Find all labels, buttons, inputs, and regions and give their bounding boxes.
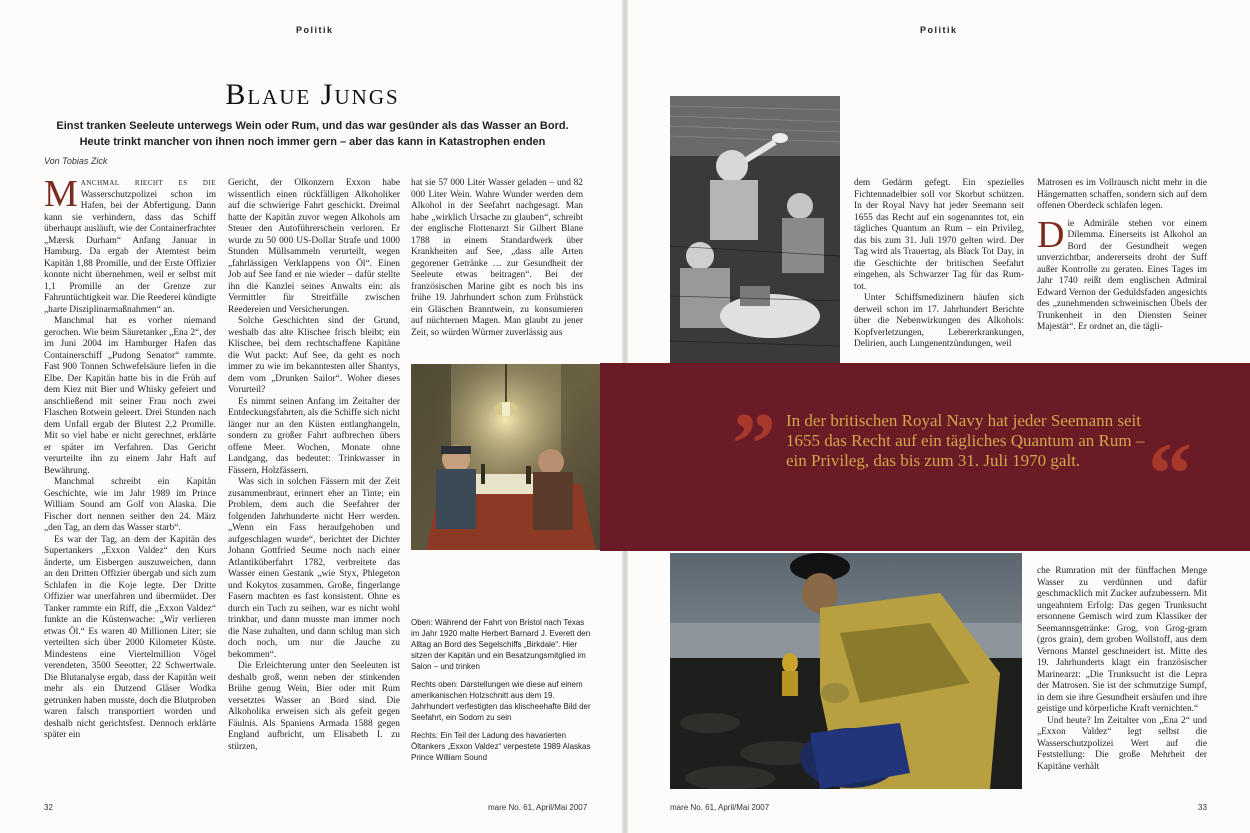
lead-caps: anchmal riecht es die bbox=[80, 178, 216, 188]
article-column-4 bbox=[854, 178, 1024, 356]
ship-salon-painting bbox=[411, 364, 600, 550]
subhead bbox=[40, 118, 585, 150]
byline: Von Tobias Zick bbox=[44, 156, 108, 166]
issue-info-left: mare No. 61, April/Mai 2007 bbox=[488, 803, 588, 812]
dropcap: M bbox=[44, 178, 78, 215]
paragraph-text: Wasserschutzpolizei schon im Hafen, bei der Abfertigung. Dann kann sie verhindern, dass das Schiff überhaupt ausläuft, wie der Containerfrachter „Mærsk Durham“ Anfang Januar in Hamburg. Da ergab der Atemtest beim Kapitän 1,88 Promille, und der Erste Offizier konnte nicht übernehmen, weil er selbst mit 1,1 Promille an der Grenze zur Fahruntüchtigkeit war. Die Reederei kündigte „harte Disziplinarmaßnahmen“ an. bbox=[44, 189, 216, 315]
pullquote-text: In der britischen Royal Navy hat jeder Seemann seit 1655 das Recht auf ein tägliches Quantum an Rum – ein Privileg, das bis zum 31. Juli 1970 galt. bbox=[786, 411, 1145, 470]
paragraph: Es nimmt seinen Anfang im Zeitalter der Entdeckungsfahrten, als die Schiffe sich nicht länger nur an den Küsten entlanghangeln, sondern zu großer Fahrt aufbrechen übers offene Meer. Wochen, Monate ohne Landgang, das bedeutet: Trinkwasser in Fässern, Holzfässern. bbox=[228, 396, 400, 476]
paragraph: Manchmal schreibt ein Kapitän Geschichte, wie im Jahr 1989 im Prince William Sound am Golf von Alaska. Die Fischer dort nennen seither den 24. März „den Tag, an dem das Wasser starb“. bbox=[44, 477, 216, 533]
article-column-3 bbox=[411, 178, 583, 354]
photo-captions bbox=[411, 617, 593, 770]
painting-graphic bbox=[411, 364, 600, 550]
page-number-left: 32 bbox=[44, 803, 53, 812]
paragraph: che Rumration mit der fünffachen Menge Wasser zu verdünnen und dafür geschmacklich mit Zucker aufzubessern. Mit ungeahntem Erfolg: Das gegen Trunksucht ersonnene Gemisch wird zum Klassiker der Seemannsgetränke: Grog, von Grog-gram (gros grain), dem groben Wollstoff, aus dem Vernons Mantel geschneidert ist. Mitte des 19. Jahrhunderts klagt ein französischer Marinearzt: „Die Trunksucht ist die Lepra der Matrosen. Sie ist der schmutzige Sumpf, in dem sie ihre Gesundheit ersäufen und ihre geistige und körperliche Kraft vernichten.“ bbox=[1037, 566, 1207, 714]
paragraph-text: ie Admiräle stehen vor einem Dilemma. Einerseits ist Alkohol an Bord der Gesundheit wegen unverzichtbar, andererseits droht der Suff außer Kontrolle zu geraten. Eines Tages im Jahr 1740 reißt dem englischen Admiral Edward Vernon der Geduldsfaden angesichts des „zunehmenden schweinischen Übels der Trunkenheit in den Diensten Seiner Majestät“. Er ordnet an, die tägli- bbox=[1037, 218, 1207, 332]
article-column-1 bbox=[44, 178, 216, 800]
caption-painting: Oben: Während der Fahrt von Bristol nach Texas im Jahr 1920 malte Herbert Barnard J. Everett den Alltag an Bord des Segelschiffs „Birkdale“. Hier sitzen der Kapitän und ein Besatzungsmitglied im Salon – und trinken bbox=[411, 618, 591, 671]
sailors-woodcut bbox=[670, 96, 840, 363]
paragraph: Solche Geschichten sind der Grund, weshalb das alte Klischee frisch bleibt; ein Klischee, bei dem rechtschaffene Kapitäne die Wut packt: Auf See, da geht es noch immer zu wie im bekanntesten aller Shantys, dem vom „Drunken Sailor“. Woher dieses Vorurteil? bbox=[228, 316, 400, 395]
woodcut-graphic bbox=[670, 96, 840, 363]
paragraph: Manchmal hat es vorher niemand gerochen. Wie beim Säuretanker „Ena 2“, der im Juni 2004 im Hamburger Hafen das Containerschiff „Pudong Senator“ rammte. Fast 900 Tonnen Schwefelsäure liefen in die Elbe. Der Kapitän hatte bis in die Früh auf dem Kiez mit Bier und Whisky gefeiert und anschließend mit seiner Frau noch zwei Flaschen Rotwein geleert. Drei Stunden nach dem Unfall ergab der Blutest 2,2 Promille. Mit so viel habe er nicht gerechnet, erklärte er später im Verfahren. Das Gericht verurteilte ihn zu einem Jahr Haft auf Bewährung. bbox=[44, 316, 216, 476]
article-column-5 bbox=[1037, 178, 1207, 358]
headline: Blaue Jungs bbox=[225, 78, 400, 111]
paragraph: Was sich in solchen Fässern mit der Zeit zusammenbraut, erinnert eher an Tinte; ein Problem, dem auch die Seefahrer der folgenden Jahrhunderte nicht Herr werden. „Wenn ein Fass heraufgehoben und aufgeschlagen wurde“, berichtet der Dichter Johann Gottfried Seume noch nach einer Atlantiküberfahrt 1782, verbreitete das Wasser einen Gestank „wie Styx, Phlegeton und Kokytos zusammen. Große, fingerlange Fasern machten es fast konsistent. Ohne es durch ein Tuch zu seihen, war es nicht wohl trinkbar, und dann musste man immer noch die Nase zuhalten, und dann schlug man sich doch noch, um nur die Jauche zu bekommen“. bbox=[228, 477, 400, 660]
caption-woodcut: Rechts oben: Darstellungen wie diese auf einem amerikanischen Holzschnitt aus dem 19. Jahrhundert verfestigten das klischeehafte Bild der Seefahrt, ein Sodom zu sein bbox=[411, 680, 591, 722]
page-number-right: 33 bbox=[1198, 803, 1207, 812]
lead-paragraph bbox=[44, 178, 216, 316]
paragraph: Es war der Tag, an dem der Kapitän des Supertankers „Exxon Valdez“ den Kurs änderte, um Eisbergen auszuweichen, dann an den Dritten Offizier übergab und sich zum Schlafen in die Koje legte. Der Dritte Offizier war unerfahren und übermüdet. Der Tanker rammte ein Riff, die „Exxon Valdez“ funkte an die Küstenwache: „Wir verlieren etwas Öl.“ Es waren 40 Millionen Liter; sie verteilten sich über 2000 Kilometer Küste. Mindestens eine Viertelmillion Vögel verendeten, 3500 Seeotter, 22 Schwertwale. Die Blutanalyse ergab, dass der Kapitän weit mehr als ein Dutzend Gläser Wodka getrunken haben musste, doch die Blutproben waren falsch transportiert worden und deshalb nicht gerichtsfest. Dennoch erklärte später ein bbox=[44, 534, 216, 740]
paragraph bbox=[1037, 213, 1207, 334]
section-label: Politik bbox=[920, 25, 958, 35]
subhead-line-1: Einst tranken Seeleute unterwegs Wein oder Rum, und das war gesünder als das Wasser an Bord. bbox=[56, 120, 569, 132]
caption-photo: Rechts: Ein Teil der Ladung des havarierten Öltankers „Exxon Valdez“ verpestete 1989 Alaskas Prince William Sound bbox=[411, 731, 591, 762]
close-quote-icon: “ bbox=[1148, 426, 1192, 523]
oil-spill-worker-photo bbox=[670, 553, 1022, 789]
pullquote-band bbox=[600, 363, 1250, 551]
article-column-2 bbox=[228, 178, 400, 800]
dropcap: D bbox=[1037, 213, 1065, 256]
paragraph: Die Erleichterung unter den Seeleuten ist deshalb groß, wenn neben der stinkenden Brühe genug Wein, Bier oder mit Rum versetztes Wasser an Bord sind. Die Alkoholika erweisen sich als gefeit gegen Fäulnis. Als Spaniens Armada 1588 gegen England aufbricht, um Elisabeth I. zu stürzen, bbox=[228, 661, 400, 752]
paragraph: Unter Schiffsmedizinern häufen sich derweil schon im 17. Jahrhundert Berichte über die Nebenwirkungen des Alkohols: Kopfverletzungen, Lebererkrankungen, Delirien, auch Lungenentzündungen, weil bbox=[854, 293, 1024, 349]
subhead-line-2: Heute trinkt mancher von ihnen noch immer gern – aber das kann in Katastrophen enden bbox=[79, 136, 546, 148]
paragraph: dem Gedärm gefegt. Ein spezielles Fichtennadelbier soll vor Skorbut schützen. In der Royal Navy hat jeder Seemann seit 1655 das Recht auf ein sogenanntes tot, ein tägliches Quantum an Rum – ein Privileg, das bis zum 31. Juli 1970 gelten wird. Der Tag wird als Trauertag, als Black Tot Day, in die Geschichte der britischen Seefahrt eingehen, als Schwarzer Tag für das Rum-tot. bbox=[854, 178, 1024, 292]
paragraph: Matrosen es im Vollrausch nicht mehr in die Hängematten schaffen, sondern sich auf dem offenen Oberdeck schlafen legen. bbox=[1037, 178, 1207, 211]
paragraph: Und heute? Im Zeitalter von „Ena 2“ und „Exxon Valdez“ legt selbst die Wasserschutzpolizei Wert auf die Feststellung: Die große Mehrheit der Kapitäne verhält bbox=[1037, 715, 1207, 772]
article-column-6 bbox=[1037, 566, 1207, 802]
paragraph: Gericht, der Ölkonzern Exxon habe wissentlich einen rückfälligen Alkoholiker auf die schwierige Fahrt geschickt. Dreimal hatte der Kapitän zuvor wegen Alkohols am Steuer den Autoführerschein verloren. Er wurde zu 50 000 US-Dollar Strafe und 1000 Stunden Müllsammeln verurteilt, wegen „fahrlässigen Verklappens von Öl“. Einen Job auf See fand er nie wieder – dafür stellte ihn die Kanzlei seines Anwalts ein: als Vermittler für Streitfälle zwischen Reedereien und Versicherungen. bbox=[228, 178, 400, 315]
issue-info-right: mare No. 61, April/Mai 2007 bbox=[670, 803, 770, 812]
open-quote-icon: ” bbox=[732, 396, 776, 493]
photo-graphic bbox=[670, 553, 1022, 789]
paragraph: hat sie 57 000 Liter Wasser geladen – und 82 000 Liter Wein. Wahre Wunder werden dem Alkohol in der Seefahrt nachgesagt. Man habe „wirklich Ursache zu glauben“, schreibt der englische Flottenarzt Sir Gilbert Blane 1788 in einem Standardwerk über Krankheiten auf See, „dass alle Arten gegorener Getränke … zur Gesundheit der Seeleute etwas beitragen“. Bei der französischen Marine gibt es noch bis ins frühe 19. Jahrhundert schon zum Frühstück ein Gläschen Branntwein, zu konsumieren auf nüchternen Magen. Man glaubt zu jener Zeit, so würden Würmer zuverlässig aus bbox=[411, 178, 583, 338]
section-label: Politik bbox=[296, 25, 334, 35]
